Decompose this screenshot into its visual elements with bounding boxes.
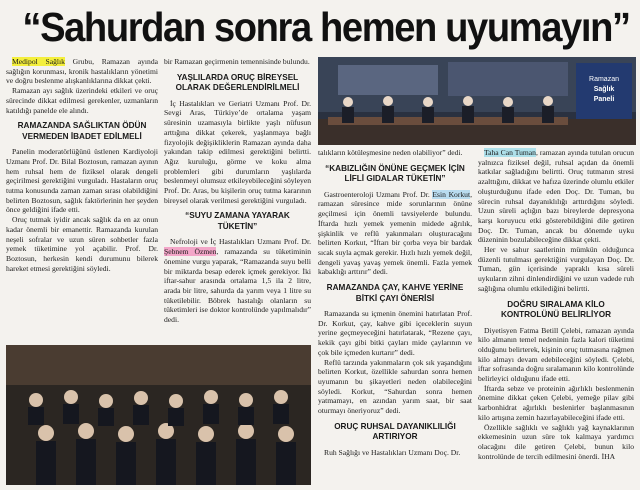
column-4-paragraph-4: İftarda sebze ve proteinin ağırlıklı beslenmenin önemine dikkat çeken Çelebi, yemeğe pilav gibi karbonhidrat ağırlıklı beslenirler başlanmasının kilo artışına zemin hazırlayabileceğini ifade etti. bbox=[478, 383, 634, 422]
highlight-medipol: Medipol Sağlık bbox=[12, 57, 65, 66]
subheading-yaslilarda-oruc: YAŞLILARDA ORUÇ BİREYSEL OLARAK DEĞERLENDİRİLMELİ bbox=[175, 72, 300, 93]
article-headline: “Sahurdan sonra hemen uyumayın” bbox=[22, 4, 630, 50]
column-1 bbox=[6, 57, 158, 340]
audience-photo-image bbox=[6, 345, 311, 485]
column-3-paragraph-4: Ruh Sağlığı ve Hastalıkları Uzmanı Doç. Dr. bbox=[324, 447, 461, 457]
highlight-taha-can-tuman: Taha Can Tuman bbox=[484, 148, 536, 157]
column-3 bbox=[318, 148, 472, 488]
column-1-paragraph-2: Ramazan ayı sağlık üzerindeki etkileri ve oruç sürecinde dikkat edilmesi gerekenler, uzmanların katıldığı panelde ele alındı. bbox=[6, 86, 158, 115]
column-2-lead: bir Ramazan geçirmenin temennisinde bulundu. bbox=[164, 57, 310, 66]
screen-line-2: Sağlık bbox=[593, 86, 615, 93]
column-3-paragraph-3: Reflü tarzında yakınmaların çok sık yaşandığını belirten Korkut, özellikle sahurdan sonra hemen uyumanın bu şikayetleri neden olabileceğini söyledi. Korkut, “Sahurdan sonra hemen yatmamayı, en azından yarım saat, bir saat oturmayı öneriyoruz” dedi. bbox=[318, 357, 472, 416]
subheading-suyu-zamana: “SUYU ZAMANA YAYARAK TÜKETİN” bbox=[185, 211, 290, 231]
highlight-esin-korkut: Esin Korkut bbox=[432, 189, 471, 199]
highlight-sebnem-ozmen: Şebnem Özmen bbox=[164, 247, 217, 257]
panel-photo-image bbox=[318, 57, 636, 145]
column-2 bbox=[164, 57, 311, 340]
column-1-paragraph-1: Medipol Sağlık Grubu, Ramazan ayında sağlığın korunması, kronik hastalıkların yönetimi ve doğru beslenme alışkanlıklarına dikkat çekti. bbox=[6, 57, 158, 86]
subheading-dogru-siralama: DOĞRU SIRALAMA KİLO KONTROLÜNÜ BELİRLİYOR bbox=[500, 299, 612, 320]
column-3-paragraph-1: Gastroenteroloji Uzmanı Prof. Dr. Esin Korkut, ramazan süresince mide sorunlarının önüne geçilmesi için önemli tavsiyelerde bulundu. İftarda hızlı yemek yemenin midede ağrılık, şişkinlik ve reflü yakınmaları oluşturacağını belirten Korkut, “İftarı bir çorba veya bir bardak sıcak suyla açmak gerekir. Hızlı hızlı yemek değil, dengeli yavaş yavaş yemek önemli. Fazla yemek kabaklığı arttırır” dedi. bbox=[318, 189, 472, 277]
screen-line-1: Ramazan bbox=[589, 76, 619, 83]
audience-photo bbox=[6, 345, 311, 485]
subheading-kabizlik: “KABIZLIĞIN ÖNÜNE GEÇMEK İÇİN LİFLİ GIDALAR TÜKETİN” bbox=[325, 163, 465, 184]
column-1-paragraph-4: Oruç tutmak iyidir ancak sağlık da en az onun kadar önemli bir emanettir. Ramazanda kurulan neşeli sofralar ve uzun süren sohbetler fazla yemek tüketimine yol açabilir. Prof. Dr. Boztosun, herkesin kendi durumunu bilerek hareket etmesi gerektiğini söyledi. bbox=[6, 215, 158, 273]
column-4 bbox=[478, 148, 634, 488]
column-4-paragraph-3: Diyetisyen Fatma Betill Çelebi, ramazan ayında kilo almanın temel nedeninin fazla kalori tüketimi olduğunu belirterek, kişinin oruç tutmasına rağmen kilo almayı devam edebileceğini söyledi. Çelebi, iftar sofrasında doğru sıralamanın kilo kontrolünde belirleyici olduğunu ifade etti. bbox=[478, 325, 634, 384]
screen-line-3: Paneli bbox=[593, 96, 615, 103]
subheading-bitki-cayi: RAMAZANDA ÇAY, KAHVE YERİNE BİTKİ ÇAYI ÖNERİSİ bbox=[326, 283, 464, 303]
column-4-paragraph-1: Taha Can Tuman, ramazan ayında tutulan orucun yalnızca fiziksel değil, ruhsal açıdan da önemli katkılar sağladığını belirtti. Oruç tutmanın stresi azalttığını, dikkat ve hafıza üzerinde olumlu etkiler oluşturduğunu ifade eden Doç. Dr. Tuman, bu sürecin ruhsal dayanıklılığı arttırdığını söyledi. Uzun süreli açlığın bazı bireylerde depresyona karşı koruyucu etki gösterebildiğini dile getiren Doç. Dr. Tuman, ancak bu dönemde uyku düzeninin bozulabileceğine dikkat çekti. bbox=[478, 148, 634, 245]
subheading-ramazanda-saglik: RAMAZANDA SAĞLIKTAN ÖDÜN VERMEDEN İBADET EDİLMELİ bbox=[17, 121, 147, 141]
column-1-paragraph-3: Panelin moderatörlüğünü üstlenen Kardiyoloji Uzmanı Prof. Dr. Bilal Boztosun, ramazan ayının hem ruhsal hem de fiziksel olarak dengeli geçirilmesi gerektiğini vurguladı. Hastaların oruç tutma konusunda zaman zaman sırası olabildiğini belirten Boztosun, sağlık faktörlerinin her şeyden önce geldiğini ifade etti. bbox=[6, 147, 158, 215]
column-4-paragraph-2: Her ve sahur saatlerinin mümkün olduğunca düzenli tutulması gerektiğini vurgulayan Doç. Dr. Tuman, gün içerisinde yapraklı kısa süreli uykuların zihni dinlendirdiğini ve uzun vadede ruh sağlığına olumlu etkilediğini belirtti. bbox=[478, 245, 634, 293]
column-4-paragraph-5: Özellikle sağlıklı ve sağlıklı yağ kaynaklarının ekkemesinin uzun süre tok kalmaya yardımcı olacağını dile getiren Çelebi, bunun kilo kontrolünde de tercih edilmesini önerdi. İHA bbox=[478, 422, 634, 461]
column-2-paragraph-1: İç Hastalıkları ve Geriatri Uzmanı Prof. Dr. Sevgi Aras, Türkiye’de ortalama yaşam süresinin uzamasıyla birlikte yaşlı nüfusun arttığına dikkat çekerek, yaşlanmaya bağlı fizyolojik değişikliklerin Ramazan ayında daha yakından takip edilmesi gerektiğini belirtti. Ağız kuruluğu, görme ve koku alma problemleri gibi durumların yaşlılarda beslenmeyi olumsuz etkileyebileceğini söyleyen Prof. Dr. Aras, bu kişilerin oruç tutma kararının bireysel olarak verilmesi gerektiğini vurguladı. bbox=[164, 98, 311, 205]
column-3-paragraph-2: Ramazanda su içmenin önemini hatırlatan Prof. Dr. Korkut, çay, kahve gibi içeceklerin suyun yerine geçmeyeceğini hatırlatarak, “Rezene çayı, kekik çayı gibi bitki çayları mide çaylarının ve çok bile içmeden kurtarır” dedi. bbox=[318, 309, 472, 357]
panel-photo bbox=[318, 57, 636, 145]
column-3-lead: talıkların kötüleşmesine neden olabiliyor” dedi. bbox=[318, 148, 463, 157]
subheading-oruc-ruhsal: ORUÇ RUHSAL DAYANIKLILIĞI ARTIRIYOR bbox=[334, 421, 456, 442]
column-2-paragraph-2: Nefroloji ve İç Hastalıkları Uzmanı Prof. Dr. Şebnem Özmen, ramazanda su tüketiminin önemine vurgu yaparak, “Ramazanda suyu belli bir miktarda besap ederek içmek gerekiyor. İki iftar-sahur arasında ortalama 1,5 ila 2 litre, arada bir litre, sahurda da yarım veya 1 litre su tüketilebilir. Böbrek hastalığı olanların su tüketimleri ise doktor kontrolünde yapılmalıdır” dedi. bbox=[164, 237, 311, 325]
